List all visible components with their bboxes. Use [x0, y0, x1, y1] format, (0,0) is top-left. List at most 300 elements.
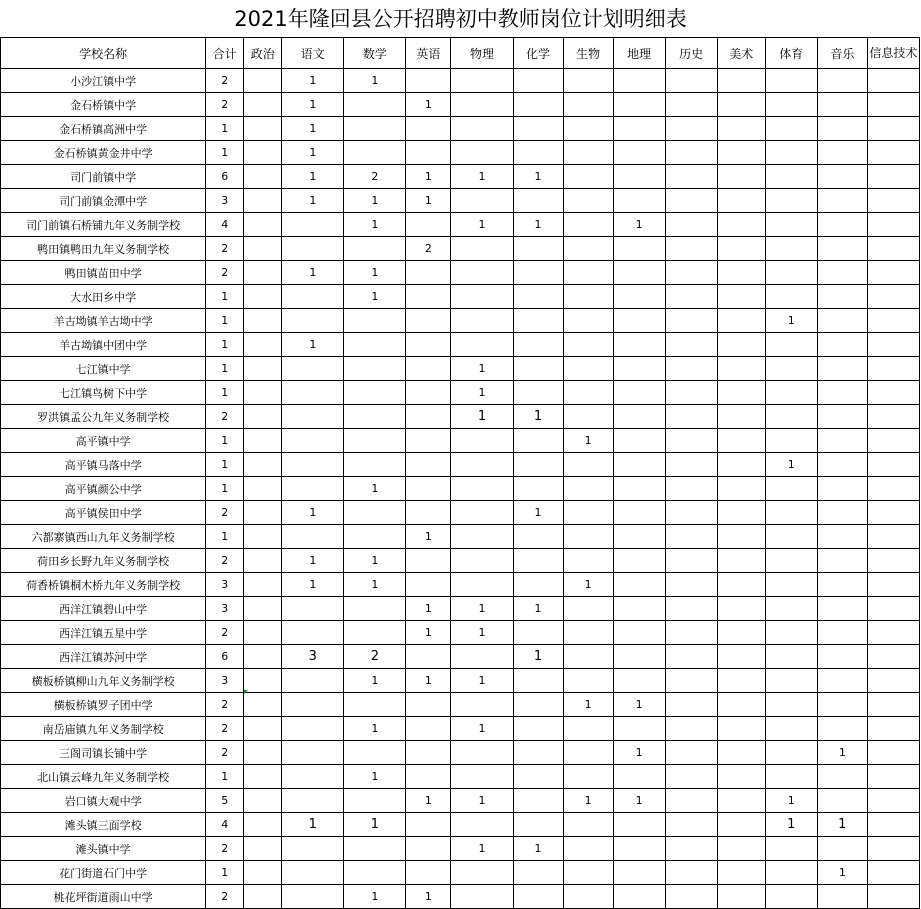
- count-cell: [613, 477, 665, 501]
- count-cell: 1: [282, 165, 344, 189]
- count-cell: 1: [563, 573, 613, 597]
- count-cell: [344, 381, 406, 405]
- count-cell: [513, 789, 563, 813]
- count-cell: 1: [451, 717, 513, 741]
- table-row: [1, 69, 920, 93]
- count-cell: 1: [406, 165, 451, 189]
- table-row: [1, 213, 920, 237]
- count-cell: [613, 69, 665, 93]
- count-cell: [717, 813, 765, 837]
- count-cell: [563, 525, 613, 549]
- count-cell: 1: [765, 789, 817, 813]
- count-cell: [563, 501, 613, 525]
- school-name-cell: 西洋江镇苏河中学: [1, 645, 206, 669]
- count-cell: [817, 549, 867, 573]
- count-cell: [665, 741, 717, 765]
- table-row: [1, 93, 920, 117]
- table-row: [1, 813, 920, 837]
- count-cell: [563, 453, 613, 477]
- count-cell: [665, 885, 717, 909]
- school-name-cell: 羊古坳镇中团中学: [1, 333, 206, 357]
- count-cell: [244, 621, 282, 645]
- count-cell: [451, 477, 513, 501]
- count-cell: 1: [451, 165, 513, 189]
- count-cell: [717, 309, 765, 333]
- count-cell: [867, 141, 919, 165]
- count-cell: 1: [513, 165, 563, 189]
- table-row: [1, 501, 920, 525]
- count-cell: [765, 69, 817, 93]
- count-cell: [867, 213, 919, 237]
- count-cell: [717, 693, 765, 717]
- count-cell: [613, 501, 665, 525]
- count-cell: 1: [344, 669, 406, 693]
- count-cell: [282, 597, 344, 621]
- count-cell: [451, 69, 513, 93]
- count-cell: [282, 741, 344, 765]
- count-cell: [665, 861, 717, 885]
- count-cell: [613, 813, 665, 837]
- table-row: [1, 285, 920, 309]
- count-cell: [406, 309, 451, 333]
- count-cell: [344, 693, 406, 717]
- count-cell: [765, 885, 817, 909]
- table-row: [1, 669, 920, 693]
- count-cell: [867, 477, 919, 501]
- table-row: [1, 429, 920, 453]
- count-cell: [282, 429, 344, 453]
- count-cell: [282, 717, 344, 741]
- count-cell: 3: [206, 573, 244, 597]
- count-cell: [563, 165, 613, 189]
- count-cell: [867, 381, 919, 405]
- count-cell: [665, 477, 717, 501]
- count-cell: 1: [206, 429, 244, 453]
- count-cell: [717, 285, 765, 309]
- count-cell: [563, 885, 613, 909]
- count-cell: [563, 333, 613, 357]
- count-cell: [406, 645, 451, 669]
- count-cell: 1: [206, 333, 244, 357]
- count-cell: [817, 381, 867, 405]
- count-cell: 6: [206, 165, 244, 189]
- count-cell: [717, 117, 765, 141]
- count-cell: [665, 381, 717, 405]
- school-name-cell: 岩口镇大观中学: [1, 789, 206, 813]
- count-cell: [665, 357, 717, 381]
- count-cell: [717, 237, 765, 261]
- count-cell: [513, 525, 563, 549]
- count-cell: [613, 429, 665, 453]
- table-row: [1, 237, 920, 261]
- count-cell: [717, 597, 765, 621]
- count-cell: [282, 405, 344, 429]
- count-cell: [513, 477, 563, 501]
- count-cell: [665, 573, 717, 597]
- count-cell: [613, 669, 665, 693]
- count-cell: 2: [344, 165, 406, 189]
- count-cell: [613, 165, 665, 189]
- count-cell: [563, 309, 613, 333]
- count-cell: 1: [513, 501, 563, 525]
- count-cell: [513, 333, 563, 357]
- school-name-cell: 鸭田镇鸭田九年义务制学校: [1, 237, 206, 261]
- count-cell: [344, 429, 406, 453]
- count-cell: [513, 429, 563, 453]
- count-cell: 2: [206, 69, 244, 93]
- count-cell: [244, 453, 282, 477]
- count-cell: 3: [282, 645, 344, 669]
- count-cell: 1: [282, 261, 344, 285]
- count-cell: [665, 789, 717, 813]
- count-cell: [563, 741, 613, 765]
- count-cell: [765, 861, 817, 885]
- count-cell: [717, 549, 765, 573]
- count-cell: [282, 693, 344, 717]
- table-row: [1, 333, 920, 357]
- count-cell: 1: [513, 645, 563, 669]
- count-cell: [613, 357, 665, 381]
- count-cell: [765, 93, 817, 117]
- count-cell: [867, 285, 919, 309]
- count-cell: 2: [206, 405, 244, 429]
- school-name-cell: 司门前镇中学: [1, 165, 206, 189]
- count-cell: [817, 309, 867, 333]
- count-cell: [717, 261, 765, 285]
- school-name-cell: 七江镇鸟树下中学: [1, 381, 206, 405]
- count-cell: [344, 861, 406, 885]
- count-cell: [513, 93, 563, 117]
- count-cell: [613, 285, 665, 309]
- count-cell: [765, 597, 817, 621]
- count-cell: [563, 645, 613, 669]
- count-cell: [406, 861, 451, 885]
- count-cell: [513, 381, 563, 405]
- count-cell: [717, 69, 765, 93]
- count-cell: [406, 477, 451, 501]
- count-cell: [717, 837, 765, 861]
- count-cell: [563, 381, 613, 405]
- count-cell: [665, 549, 717, 573]
- count-cell: [244, 141, 282, 165]
- count-cell: [344, 501, 406, 525]
- count-cell: [817, 717, 867, 741]
- count-cell: 1: [406, 885, 451, 909]
- count-cell: [244, 285, 282, 309]
- count-cell: [451, 885, 513, 909]
- count-cell: [665, 117, 717, 141]
- count-cell: [406, 453, 451, 477]
- count-cell: [451, 549, 513, 573]
- count-cell: [665, 525, 717, 549]
- count-cell: [563, 765, 613, 789]
- count-cell: [817, 621, 867, 645]
- count-cell: [765, 621, 817, 645]
- count-cell: [765, 669, 817, 693]
- school-name-cell: 荷田乡长野九年义务制学校: [1, 549, 206, 573]
- count-cell: 1: [451, 381, 513, 405]
- count-cell: [817, 213, 867, 237]
- count-cell: [451, 285, 513, 309]
- count-cell: [613, 885, 665, 909]
- count-cell: [244, 597, 282, 621]
- count-cell: 1: [765, 813, 817, 837]
- count-cell: [344, 357, 406, 381]
- count-cell: [406, 429, 451, 453]
- school-name-cell: 滩头镇中学: [1, 837, 206, 861]
- count-cell: 1: [406, 93, 451, 117]
- count-cell: [451, 429, 513, 453]
- count-cell: [244, 117, 282, 141]
- count-cell: [817, 117, 867, 141]
- count-cell: 6: [206, 645, 244, 669]
- count-cell: [244, 477, 282, 501]
- count-cell: [244, 165, 282, 189]
- count-cell: [244, 885, 282, 909]
- count-cell: [282, 861, 344, 885]
- count-cell: [344, 837, 406, 861]
- count-cell: [817, 453, 867, 477]
- school-name-cell: 北山镇云峰九年义务制学校: [1, 765, 206, 789]
- count-cell: [867, 309, 919, 333]
- table-row: [1, 549, 920, 573]
- count-cell: [563, 717, 613, 741]
- count-cell: [513, 621, 563, 645]
- count-cell: 1: [613, 789, 665, 813]
- count-cell: [613, 93, 665, 117]
- count-cell: [765, 429, 817, 453]
- count-cell: [613, 525, 665, 549]
- count-cell: 1: [513, 213, 563, 237]
- count-cell: [282, 477, 344, 501]
- count-cell: [613, 237, 665, 261]
- cell-comment-marker: [244, 690, 248, 694]
- count-cell: [613, 765, 665, 789]
- count-cell: [244, 765, 282, 789]
- count-cell: 1: [206, 861, 244, 885]
- count-cell: [563, 69, 613, 93]
- count-cell: [406, 837, 451, 861]
- count-cell: [665, 213, 717, 237]
- count-cell: 4: [206, 813, 244, 837]
- table-row: [1, 117, 920, 141]
- count-cell: [717, 525, 765, 549]
- count-cell: 1: [406, 525, 451, 549]
- count-cell: [406, 549, 451, 573]
- count-cell: [344, 405, 406, 429]
- count-cell: 1: [513, 597, 563, 621]
- count-cell: 1: [406, 189, 451, 213]
- count-cell: 1: [513, 837, 563, 861]
- count-cell: [563, 813, 613, 837]
- count-cell: [817, 765, 867, 789]
- count-cell: [513, 237, 563, 261]
- count-cell: [451, 309, 513, 333]
- count-cell: [282, 789, 344, 813]
- count-cell: 2: [206, 717, 244, 741]
- count-cell: [765, 501, 817, 525]
- school-name-cell: 大水田乡中学: [1, 285, 206, 309]
- count-cell: [867, 333, 919, 357]
- count-cell: [282, 285, 344, 309]
- school-name-cell: 羊古坳镇羊古坳中学: [1, 309, 206, 333]
- table-row: [1, 573, 920, 597]
- table-row: [1, 525, 920, 549]
- count-cell: [406, 717, 451, 741]
- count-cell: [563, 477, 613, 501]
- school-name-cell: 六都寨镇西山九年义务制学校: [1, 525, 206, 549]
- count-cell: [817, 789, 867, 813]
- count-cell: [282, 309, 344, 333]
- count-cell: [344, 309, 406, 333]
- count-cell: [867, 765, 919, 789]
- count-cell: [765, 141, 817, 165]
- count-cell: 1: [282, 573, 344, 597]
- count-cell: 1: [282, 117, 344, 141]
- count-cell: [867, 189, 919, 213]
- count-cell: [867, 429, 919, 453]
- count-cell: [613, 549, 665, 573]
- count-cell: [867, 405, 919, 429]
- count-cell: 2: [206, 261, 244, 285]
- column-header: 历史: [665, 38, 717, 69]
- count-cell: [765, 717, 817, 741]
- count-cell: [665, 189, 717, 213]
- count-cell: 2: [206, 621, 244, 645]
- count-cell: 4: [206, 213, 244, 237]
- count-cell: [717, 501, 765, 525]
- count-cell: [613, 717, 665, 741]
- count-cell: [513, 741, 563, 765]
- count-cell: 1: [451, 669, 513, 693]
- count-cell: 1: [344, 189, 406, 213]
- count-cell: [244, 501, 282, 525]
- count-cell: [765, 549, 817, 573]
- count-cell: 3: [206, 669, 244, 693]
- table-row: [1, 141, 920, 165]
- count-cell: [765, 573, 817, 597]
- count-cell: [817, 285, 867, 309]
- table-header-row: [1, 38, 920, 69]
- count-cell: [817, 645, 867, 669]
- count-cell: [406, 573, 451, 597]
- count-cell: [765, 477, 817, 501]
- count-cell: [513, 69, 563, 93]
- count-cell: [613, 597, 665, 621]
- count-cell: [513, 669, 563, 693]
- count-cell: [244, 549, 282, 573]
- school-name-cell: 滩头镇三面学校: [1, 813, 206, 837]
- count-cell: 2: [206, 93, 244, 117]
- count-cell: [451, 501, 513, 525]
- count-cell: [717, 165, 765, 189]
- count-cell: [282, 237, 344, 261]
- count-cell: [717, 333, 765, 357]
- count-cell: [563, 357, 613, 381]
- count-cell: [867, 861, 919, 885]
- count-cell: [867, 525, 919, 549]
- count-cell: 2: [206, 501, 244, 525]
- count-cell: [344, 117, 406, 141]
- table-row: [1, 309, 920, 333]
- count-cell: [765, 837, 817, 861]
- column-header: 音乐: [817, 38, 867, 69]
- count-cell: 2: [206, 549, 244, 573]
- count-cell: [613, 621, 665, 645]
- count-cell: 1: [451, 837, 513, 861]
- count-cell: 3: [206, 597, 244, 621]
- count-cell: [665, 429, 717, 453]
- count-cell: 1: [282, 549, 344, 573]
- count-cell: [513, 261, 563, 285]
- count-cell: [867, 237, 919, 261]
- count-cell: [451, 333, 513, 357]
- count-cell: [765, 693, 817, 717]
- count-cell: [513, 717, 563, 741]
- count-cell: 2: [206, 237, 244, 261]
- count-cell: [717, 141, 765, 165]
- count-cell: [282, 885, 344, 909]
- count-cell: [513, 861, 563, 885]
- school-name-cell: 小沙江镇中学: [1, 69, 206, 93]
- count-cell: [406, 381, 451, 405]
- count-cell: [665, 717, 717, 741]
- count-cell: 1: [563, 429, 613, 453]
- count-cell: [765, 357, 817, 381]
- count-cell: [867, 117, 919, 141]
- count-cell: 1: [206, 381, 244, 405]
- count-cell: [451, 141, 513, 165]
- count-cell: [817, 141, 867, 165]
- table-row: [1, 189, 920, 213]
- count-cell: [513, 141, 563, 165]
- count-cell: [563, 597, 613, 621]
- count-cell: [451, 813, 513, 837]
- count-cell: 1: [282, 69, 344, 93]
- count-cell: [406, 765, 451, 789]
- count-cell: [665, 645, 717, 669]
- count-cell: [244, 309, 282, 333]
- count-cell: [613, 117, 665, 141]
- count-cell: [406, 501, 451, 525]
- count-cell: [717, 381, 765, 405]
- table-row: [1, 693, 920, 717]
- count-cell: [451, 573, 513, 597]
- count-cell: [513, 357, 563, 381]
- count-cell: [244, 357, 282, 381]
- count-cell: [717, 213, 765, 237]
- count-cell: [563, 861, 613, 885]
- count-cell: [817, 69, 867, 93]
- count-cell: 1: [282, 501, 344, 525]
- count-cell: 1: [282, 333, 344, 357]
- count-cell: [817, 477, 867, 501]
- count-cell: 1: [451, 597, 513, 621]
- count-cell: [406, 285, 451, 309]
- count-cell: 1: [765, 453, 817, 477]
- count-cell: [765, 189, 817, 213]
- count-cell: [451, 237, 513, 261]
- count-cell: [665, 141, 717, 165]
- school-name-cell: 荷香桥镇桐木桥九年义务制学校: [1, 573, 206, 597]
- count-cell: 1: [817, 861, 867, 885]
- school-name-cell: 高平镇颜公中学: [1, 477, 206, 501]
- count-cell: [867, 501, 919, 525]
- count-cell: [867, 813, 919, 837]
- count-cell: [244, 69, 282, 93]
- count-cell: [563, 285, 613, 309]
- count-cell: [451, 645, 513, 669]
